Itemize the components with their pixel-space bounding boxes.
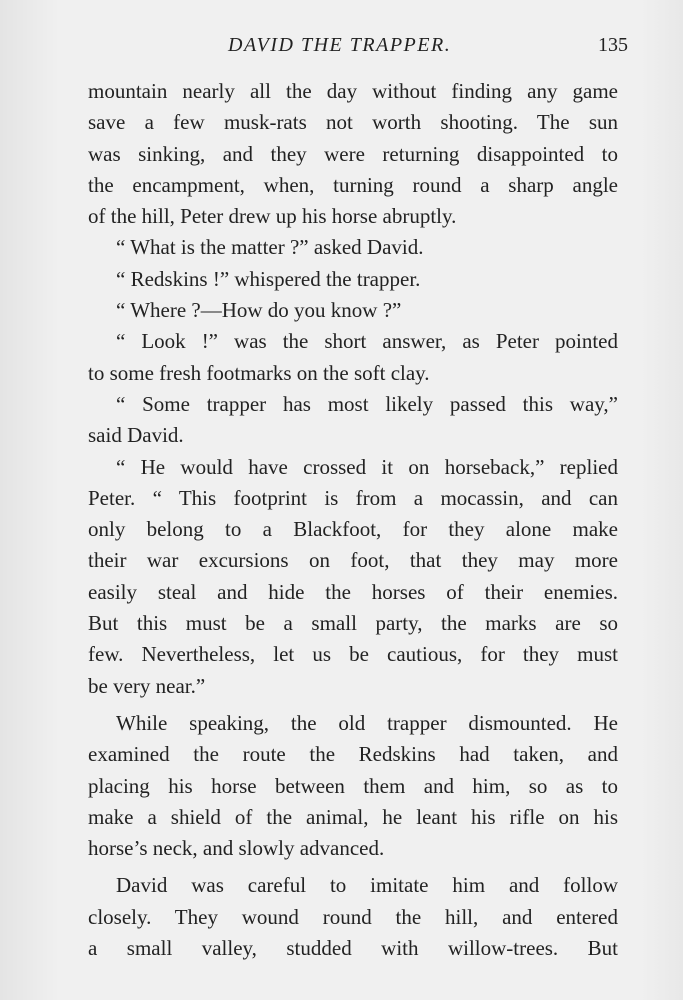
- paragraph: [88, 389, 618, 452]
- text-line: be very near.”: [88, 673, 206, 698]
- text-line: closely. They wound round the hill, and entered: [88, 904, 618, 929]
- paragraph: [88, 326, 618, 389]
- text-line: “ Redskins !” whispered the trapper.: [116, 266, 421, 291]
- text-line: save a few musk-rats not worth shooting. The sun: [88, 110, 618, 135]
- text-line: “ Where ?—How do you know ?”: [116, 298, 402, 323]
- text-line: make a shield of the animal, he leant his rifle on his: [88, 804, 618, 829]
- page-number: 135: [598, 34, 628, 56]
- paragraph: [88, 870, 618, 964]
- text-line: “ He would have crossed it on horseback,” replied: [116, 454, 618, 479]
- text-line: few. Nevertheless, let us be cautious, for they must: [88, 642, 618, 667]
- text-line: examined the route the Redskins had taken, and: [88, 742, 618, 767]
- body-text: [88, 76, 618, 964]
- text-line: easily steal and hide the horses of their enemies.: [88, 579, 618, 604]
- page-header: [88, 30, 628, 60]
- text-line: “ Look !” was the short answer, as Peter pointed: [116, 329, 618, 354]
- text-line: to some fresh footmarks on the soft clay.: [88, 360, 430, 385]
- paragraph: [88, 264, 618, 295]
- text-line: said David.: [88, 423, 184, 448]
- text-line: David was careful to imitate him and follow: [116, 873, 618, 898]
- text-line: Peter. “ This footprint is from a mocassin, and can: [88, 485, 618, 510]
- paragraph: [88, 232, 618, 263]
- paragraph: [88, 76, 618, 232]
- paragraph: [88, 452, 618, 702]
- paragraph: [88, 708, 618, 864]
- text-line: a small valley, studded with willow-trees. But: [88, 936, 618, 961]
- running-title: DAVID THE TRAPPER.: [228, 34, 452, 56]
- text-line: “ What is the matter ?” asked David.: [116, 235, 424, 260]
- text-line: “ Some trapper has most likely passed this way,”: [116, 391, 618, 416]
- text-line: only belong to a Blackfoot, for they alone make: [88, 517, 618, 542]
- text-line: their war excursions on foot, that they may more: [88, 548, 618, 573]
- text-line: placing his horse between them and him, so as to: [88, 773, 618, 798]
- paragraph: [88, 295, 618, 326]
- text-line: horse’s neck, and slowly advanced.: [88, 836, 385, 861]
- text-line: mountain nearly all the day without finding any game: [88, 79, 618, 103]
- text-line: While speaking, the old trapper dismounted. He: [116, 710, 618, 735]
- text-line: But this must be a small party, the marks are so: [88, 611, 618, 636]
- text-line: the encampment, when, turning round a sharp angle: [88, 172, 618, 197]
- text-line: was sinking, and they were returning disappointed to: [88, 141, 618, 166]
- text-line: of the hill, Peter drew up his horse abruptly.: [88, 204, 457, 229]
